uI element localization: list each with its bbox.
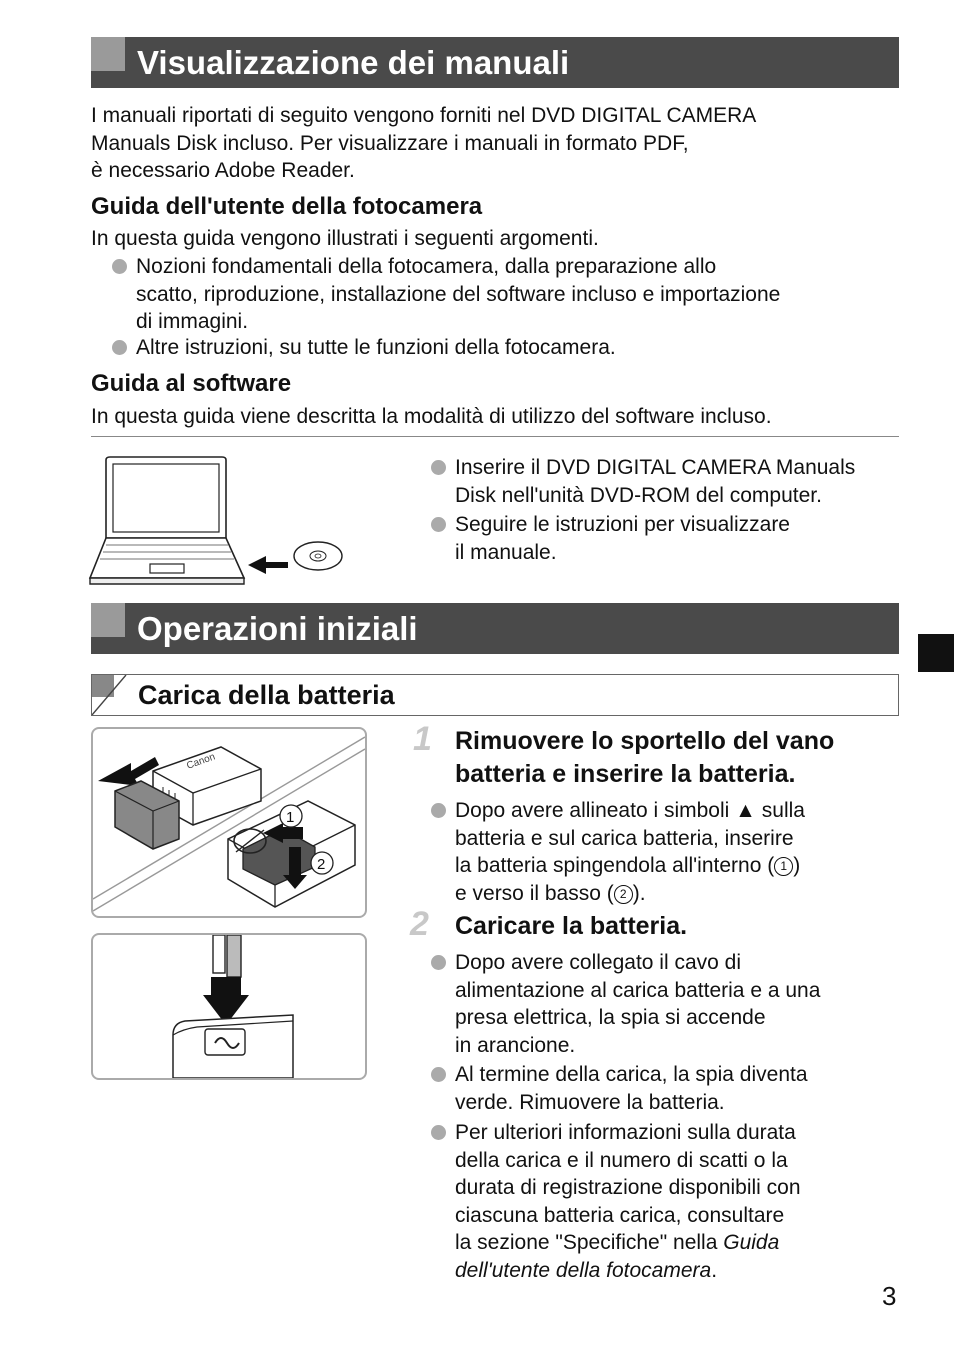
bullet-icon: [431, 460, 446, 475]
list-line: [455, 852, 805, 880]
guide-reference: Guida: [723, 1231, 780, 1254]
list-line: [455, 880, 805, 908]
list-line: Dopo avere allineato i simboli ▲ sulla: [455, 799, 805, 822]
section-title: Visualizzazione dei manuali: [137, 44, 570, 81]
intro-paragraph: [91, 102, 756, 185]
section-marker: [91, 603, 125, 637]
step1-heading: [455, 725, 834, 791]
section-header-visualizzazione: [91, 37, 899, 88]
section-title: Operazioni iniziali: [137, 610, 418, 647]
list-line: il manuale.: [455, 540, 557, 564]
intro-line: I manuali riportati di seguito vengono forniti nel DVD DIGITAL CAMERA: [91, 104, 757, 127]
text-span: ): [793, 854, 801, 877]
text-span: la batteria spingendola all'interno (: [455, 854, 775, 877]
list-line: presa elettrica, la spia si accende: [455, 1006, 766, 1029]
charger-plug-illustration: [93, 935, 365, 1078]
list-line: ciascuna batteria carica, consultare: [455, 1203, 785, 1227]
text-span: e verso il basso (: [455, 881, 614, 905]
list-item: [136, 334, 616, 362]
bullet-icon: [431, 803, 446, 818]
subsection-header: [91, 674, 899, 716]
list-line: alimentazione al carica batteria e a una: [455, 978, 821, 1002]
intro-line: è necessario Adobe Reader.: [91, 159, 355, 182]
heading-line: batteria e inserire la batteria.: [455, 760, 796, 788]
subsection-corner-line: [92, 675, 132, 715]
battery-brand: Canon: [185, 751, 217, 772]
bullet-icon: [431, 1067, 446, 1082]
divider: [91, 436, 899, 437]
section-header-operazioni: [91, 603, 899, 654]
list-item: [455, 454, 855, 509]
list-line: Altre istruzioni, su tutte le funzioni della fotocamera.: [136, 336, 616, 359]
heading-line: Rimuovere lo sportello del vano: [455, 727, 835, 755]
list-item: [136, 253, 780, 336]
bullet-icon: [431, 955, 446, 970]
svg-text:2: 2: [317, 856, 326, 873]
bullet-icon: [431, 517, 446, 532]
bullet-icon: [112, 259, 127, 274]
guide2-heading: Guida al software: [91, 370, 292, 397]
battery-insert-illustration: [93, 729, 365, 916]
list-line: scatto, riproduzione, installazione del software incluso e importazione: [136, 282, 781, 306]
bullet-icon: [431, 1125, 446, 1140]
bullet-icon: [112, 340, 127, 355]
list-item: [455, 797, 805, 907]
charger-plug-figure: [91, 933, 367, 1080]
laptop-dvd-illustration: [88, 452, 348, 588]
list-line: batteria e sul carica batteria, inserire: [455, 826, 794, 850]
list-line: Dopo avere collegato il cavo di: [455, 951, 742, 974]
list-line: Seguire le istruzioni per visualizzare: [455, 513, 790, 536]
subsection-title: Carica della batteria: [138, 680, 395, 710]
text-span: ).: [632, 881, 646, 905]
guide1-heading: Guida dell'utente della fotocamera: [91, 193, 483, 220]
circled-number-1: 1: [774, 857, 793, 876]
list-line: Al termine della carica, la spia diventa: [455, 1063, 808, 1086]
step-number: 2: [410, 905, 429, 943]
list-line: Disk nell'unità DVD-ROM del computer.: [455, 483, 822, 507]
text-span: la sezione "Specifiche" nella: [455, 1231, 724, 1254]
section-marker: [91, 37, 125, 71]
step2-heading: Caricare la batteria.: [455, 912, 688, 940]
list-line: [455, 1257, 801, 1285]
step-number: 1: [413, 720, 432, 758]
list-line: della carica e il numero di scatti o la: [455, 1148, 788, 1172]
battery-insert-figure: [91, 727, 367, 918]
list-line: Per ulteriori informazioni sulla durata: [455, 1121, 796, 1144]
list-line: verde. Rimuovere la batteria.: [455, 1090, 725, 1114]
list-item: [455, 1119, 801, 1284]
svg-text:1: 1: [286, 809, 295, 826]
text-span: .: [711, 1258, 718, 1282]
list-line: in arancione.: [455, 1033, 576, 1057]
chapter-tab: [918, 634, 954, 672]
intro-line: Manuals Disk incluso. Per visualizzare i manuali in formato PDF,: [91, 131, 689, 155]
list-line: durata di registrazione disponibili con: [455, 1176, 801, 1199]
list-line: Nozioni fondamentali della fotocamera, dalla preparazione allo: [136, 255, 717, 278]
guide1-text: In questa guida vengono illustrati i seguenti argomenti.: [91, 227, 599, 250]
list-item: [455, 949, 820, 1059]
list-item: [455, 1061, 808, 1116]
guide-reference: dell'utente della fotocamera: [455, 1258, 712, 1282]
list-line: di immagini.: [136, 310, 249, 333]
list-line: [455, 1229, 801, 1257]
page-number: 3: [882, 1281, 897, 1311]
circled-number-2: 2: [614, 885, 633, 904]
guide2-text: In questa guida viene descritta la modalità di utilizzo del software incluso.: [91, 405, 772, 428]
list-line: Inserire il DVD DIGITAL CAMERA Manuals: [455, 456, 856, 479]
list-item: [455, 511, 790, 566]
